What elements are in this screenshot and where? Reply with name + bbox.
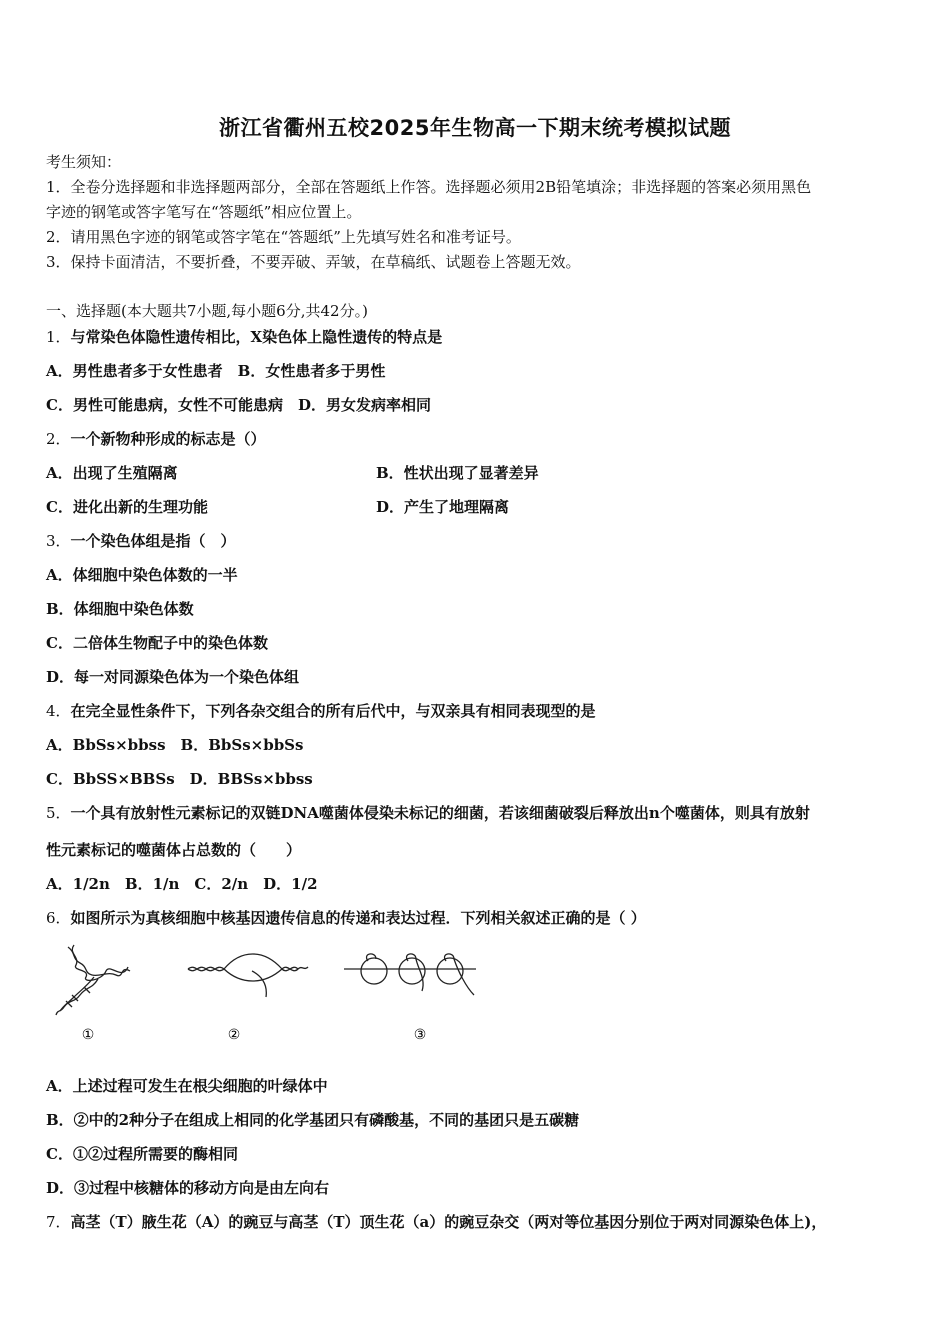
question-number: 7． bbox=[46, 1213, 71, 1231]
notice-item-3: 3．保持卡面清洁，不要折叠，不要弄破、弄皱，在草稿纸、试题卷上答题无效。 bbox=[46, 253, 581, 271]
process-figure-svg bbox=[46, 935, 496, 1050]
q2-option-b: B．性状出现了显著差异 bbox=[376, 464, 539, 482]
q1-options-cd: C．男性可能患病，女性不可能患病 D．男女发病率相同 bbox=[46, 396, 431, 414]
q6-option-c: C．①②过程所需要的酶相同 bbox=[46, 1145, 238, 1163]
q1-options-ab: A．男性患者多于女性患者 B．女性患者多于男性 bbox=[46, 362, 386, 380]
question-5 bbox=[46, 803, 810, 823]
question-number: 4． bbox=[46, 702, 71, 720]
notice-item-1a: 1．全卷分选择题和非选择题两部分，全部在答题纸上作答。选择题必须用2B铅笔填涂；非选择题的答案必须用黑色 bbox=[46, 178, 812, 196]
q3-option-b: B．体细胞中染色体数 bbox=[46, 600, 194, 618]
question-6 bbox=[46, 908, 646, 928]
transcription-drawing bbox=[188, 954, 308, 997]
q6-option-a: A．上述过程可发生在根尖细胞的叶绿体中 bbox=[46, 1077, 328, 1095]
question-number: 5． bbox=[46, 804, 71, 822]
q2-option-c: C．进化出新的生理功能 bbox=[46, 498, 208, 516]
question-1 bbox=[46, 327, 442, 347]
figure-label-2: ② bbox=[227, 1027, 241, 1043]
notice-heading: 考生须知： bbox=[46, 153, 122, 171]
question-stem-line-1: 一个具有放射性元素标记的双链DNA噬菌体侵染未标记的细菌，若该细菌破裂后释放出n个噬菌体，则具有放射 bbox=[70, 804, 810, 822]
q2-option-d: D．产生了地理隔离 bbox=[376, 498, 510, 516]
figure-label-3: ③ bbox=[413, 1027, 427, 1043]
question-stem: 一个新物种形成的标志是（） bbox=[70, 430, 266, 448]
notice-item-2: 2．请用黑色字迹的钢笔或答字笔在“答题纸”上先填写姓名和准考证号。 bbox=[46, 228, 521, 246]
question-number: 1． bbox=[46, 328, 71, 346]
question-stem: 一个染色体组是指（ ） bbox=[70, 532, 236, 550]
q3-option-a: A．体细胞中染色体数的一半 bbox=[46, 566, 238, 584]
q4-options-ab: A．BbSs×bbss B．BbSs×bbSs bbox=[46, 736, 304, 754]
figure-label-1: ① bbox=[81, 1027, 95, 1043]
page-title: 浙江省衢州五校2025年生物高一下期末统考模拟试题 bbox=[219, 116, 731, 140]
q6-option-d: D．③过程中核糖体的移动方向是由左向右 bbox=[46, 1179, 330, 1197]
process-figure bbox=[46, 935, 496, 1050]
translation-drawing bbox=[344, 954, 476, 995]
question-stem: 在完全显性条件下，下列各杂交组合的所有后代中，与双亲具有相同表现型的是 bbox=[70, 702, 596, 720]
q3-option-d: D．每一对同源染色体为一个染色体组 bbox=[46, 668, 300, 686]
q4-options-cd: C．BbSS×BBSs D．BBSs×bbss bbox=[46, 770, 313, 788]
q6-option-b: B．②中的2种分子在组成上相同的化学基团只有磷酸基，不同的基团只是五碳糖 bbox=[46, 1111, 580, 1129]
notice-item-1b: 字迹的钢笔或答字笔写在“答题纸”相应位置上。 bbox=[46, 203, 362, 221]
question-5-stem-line-2: 性元素标记的噬菌体占总数的（ ） bbox=[46, 841, 302, 859]
question-2 bbox=[46, 429, 266, 449]
section-heading: 一、选择题(本大题共7小题,每小题6分,共42分。) bbox=[46, 302, 368, 320]
question-number: 3． bbox=[46, 532, 71, 550]
question-number: 2． bbox=[46, 430, 71, 448]
question-number: 6． bbox=[46, 909, 71, 927]
question-stem: 高茎（T）腋生花（A）的豌豆与高茎（T）顶生花（a）的豌豆杂交（两对等位基因分别位于两对同源染色体上)， bbox=[70, 1213, 827, 1231]
question-3 bbox=[46, 531, 236, 551]
question-7 bbox=[46, 1212, 826, 1232]
dna-replication-drawing bbox=[56, 945, 130, 1015]
question-stem: 如图所示为真核细胞中核基因遗传信息的传递和表达过程．下列相关叙述正确的是（ ） bbox=[70, 909, 646, 927]
q5-options: A．1/2n B．1/n C．2/n D．1/2 bbox=[46, 875, 318, 893]
q3-option-c: C．二倍体生物配子中的染色体数 bbox=[46, 634, 268, 652]
question-4 bbox=[46, 701, 596, 721]
q2-option-a: A．出现了生殖隔离 bbox=[46, 464, 178, 482]
question-stem: 与常染色体隐性遗传相比，X染色体上隐性遗传的特点是 bbox=[70, 328, 443, 346]
